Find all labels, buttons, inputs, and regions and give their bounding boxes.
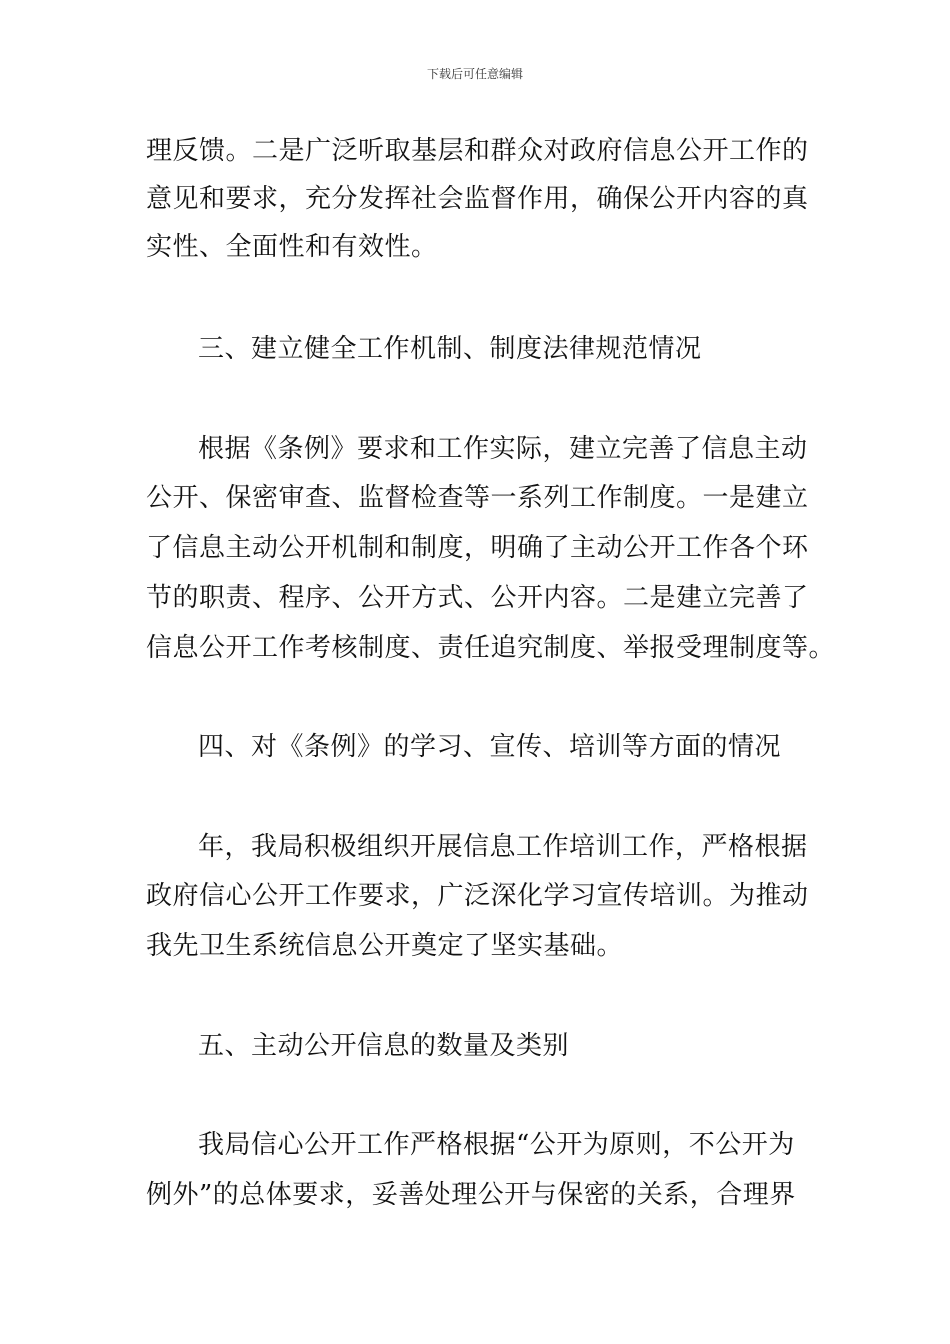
text-line: 根据《条例》要求和工作实际，建立完善了信息主动 bbox=[198, 434, 808, 464]
section-heading-5: 五、主动公开信息的数量及类别 bbox=[198, 1031, 570, 1061]
text-line: 实性、全面性和有效性。 bbox=[146, 232, 438, 262]
text-line: 节的职责、程序、公开方式、公开内容。二是建立完善了 bbox=[146, 583, 809, 613]
text-line: 信息公开工作考核制度、责任追究制度、举报受理制度等。 bbox=[146, 633, 836, 663]
text-line: 政府信心公开工作要求，广泛深化学习宣传培训。为推动 bbox=[146, 881, 809, 911]
text-line: 我局信心公开工作严格根据“公开为原则，不公开为 bbox=[198, 1130, 795, 1160]
text-line: 意见和要求，充分发挥社会监督作用，确保公开内容的真 bbox=[146, 184, 809, 214]
section-heading-4: 四、对《条例》的学习、宣传、培训等方面的情况 bbox=[198, 732, 782, 762]
text-line: 我先卫生系统信息公开奠定了坚实基础。 bbox=[146, 931, 624, 961]
section-heading-3: 三、建立健全工作机制、制度法律规范情况 bbox=[198, 334, 702, 364]
page-header: 下载后可任意编辑 bbox=[426, 67, 523, 81]
text-line: 公开、保密审查、监督检查等一系列工作制度。一是建立 bbox=[146, 483, 809, 513]
text-line: 例外”的总体要求，妥善处理公开与保密的关系，合理界 bbox=[146, 1180, 796, 1210]
text-line: 年，我局积极组织开展信息工作培训工作，严格根据 bbox=[198, 832, 808, 862]
text-line: 了信息主动公开机制和制度，明确了主动公开工作各个环 bbox=[146, 533, 809, 563]
text-line: 理反馈。二是广泛听取基层和群众对政府信息公开工作的 bbox=[146, 136, 809, 166]
